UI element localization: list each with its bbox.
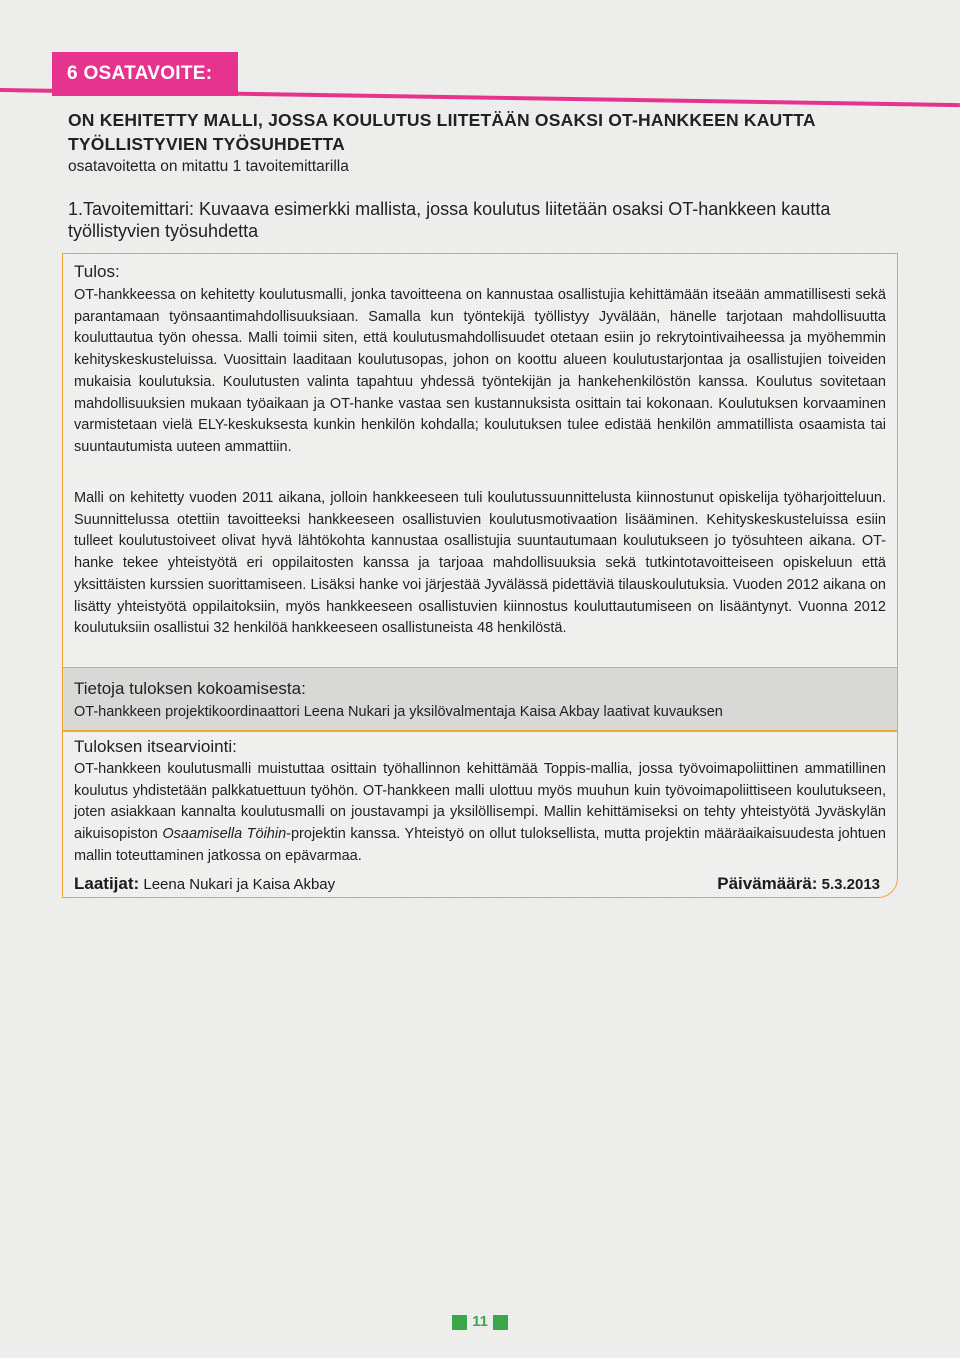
project-name-italic: Osaamisella Töihin [162, 826, 287, 843]
date-label: Päivämäärä: [717, 874, 818, 893]
self-eval-text-part-2: -projektin kanssa. Yhteistyö on ollut tuloksellista, mutta projektin määräaikaisuudesta johtuen mallin toteuttaminen jatkossa on epävarmaa. [74, 826, 886, 864]
divider-bottom [63, 730, 897, 732]
self-eval-title: Tuloksen itsearviointi: [74, 737, 237, 756]
section-tab: 6 OSATAVOITE: [52, 52, 238, 96]
indicator-title: 1.Tavoitemittari: Kuvaava esimerkki mallista, jossa koulutus liitetään osaksi OT-hankkeen kautta työllistyvien työsuhdetta [68, 199, 831, 241]
result-paragraph-1: OT-hankkeessa on kehitetty koulutusmalli, jonka tavoitteena on kannustaa osallistujia kehittämään itseään ammatillisesti sekä parantamaan työnsaantimahdollisuuksiaan. Samalla kun työntekijä työllistyy Jyvälään, hänelle tarjotaan mahdollisuutta kouluttautua työn ohessa. Malli toimii siten, että koulutusmahdollisuudet otetaan esiin jo rekrytointivaiheessa ja myöhemmin kehityskeskusteluissa. Vuosittain laaditaan koulutusopas, johon on koottu alueen koulutustarjontaa ja osallistujien toiveiden mukaisia koulutuksia. Koulutusten valinta tapahtuu yhdessä työntekijän ja hankehenkilöstön kanssa. Koulutus sovitetaan mahdollisuuksien mukaan työaikaan ja OT-hanke vastaa sen kustannuksista osittain tai kokonaan. Koulutuksen korvaaminen varmistetaan vielä ELY-keskuksesta kunkin henkilön kohdalla; koulutuksen tulee edistää henkilön ammatillista osaamista tai suuntautumista uuteen ammattiin. [74, 287, 886, 455]
page-heading: ON KEHITETTY MALLI, JOSSA KOULUTUS LIITETÄÄN OSAKSI OT-HANKKEEN KAUTTA TYÖLLISTYVIEN TYÖSUHDETTA [68, 110, 816, 154]
page-number-block [452, 1313, 508, 1333]
indicator-count-note: osatavoitetta on mitattu 1 tavoitemittarilla [68, 158, 349, 175]
result-title: Tulos: [74, 262, 120, 281]
authors-label: Laatijat: [74, 874, 140, 893]
date-value: 5.3.2013 [821, 876, 880, 893]
self-eval-text-part-1: OT-hankkeen koulutusmalli muistuttaa osittain työhallinnon kehittämää Toppis-mallia, jossa työvoimapoliittinen ammatillinen koulutus yhdistetään palkkatuettuun työhön. OT-hankkeen malli ulottuu myös muuhun kuin työvoimapoliittiseen koulutukseen, joten asiakkaan kannalta koulutusmalli on joustavampi ja yksilöllisempi. Mallin kehittämiseksi on tehty yhteistyötä Jyväskylän aikuisopiston [74, 761, 886, 843]
page-number-square-left [452, 1315, 467, 1330]
page-number-square-right [493, 1315, 508, 1330]
footer-row [74, 874, 880, 896]
info-text: OT-hankkeen projektikoordinaattori Leena Nukari ja yksilövalmentaja Kaisa Akbay laativat kuvauksen [74, 704, 723, 720]
info-title: Tietoja tuloksen kokoamisesta: [74, 679, 306, 698]
authors-value: Leena Nukari ja Kaisa Akbay [143, 876, 336, 893]
page-number: 11 [472, 1313, 488, 1330]
authors [74, 874, 335, 894]
self-eval-text [74, 759, 886, 868]
date [717, 874, 880, 894]
result-paragraph-2: Malli on kehitetty vuoden 2011 aikana, jolloin hankkeeseen tuli koulutussuunnittelusta kiinnostunut opiskelija työharjoitteluun. Suunnittelussa otettiin tavoitteeksi hankkeeseen osallistuvien koulutusmotivaation lisääminen. Kehityskeskusteluissa esiin tulleet koulutustoiveet olivat hyvä lähtökohta kannustaa osallistujia suuntautumaan koulutukseen jo työsuhteen aikana. OT-hanke tekee yhteistyötä eri oppilaitosten kanssa ja tarjoaa mahdollisuuksia sekä tutkintotavoitteiseen opiskeluun että yksittäisten kurssien suorittamiseen. Lisäksi hanke voi järjestää Jyvälässä pidettäviä tilauskoulutuksia. Vuoden 2012 aikana on lisätty yhteistyötä oppilaitoksiin, myös hankkeeseen osallistuvien kiinnostus kouluttautumiseen on lisääntynyt. Vuonna 2012 koulutuksiin osallistui 32 henkilöä hankkeeseen osallistuneista 48 henkilöstä. [74, 490, 886, 637]
